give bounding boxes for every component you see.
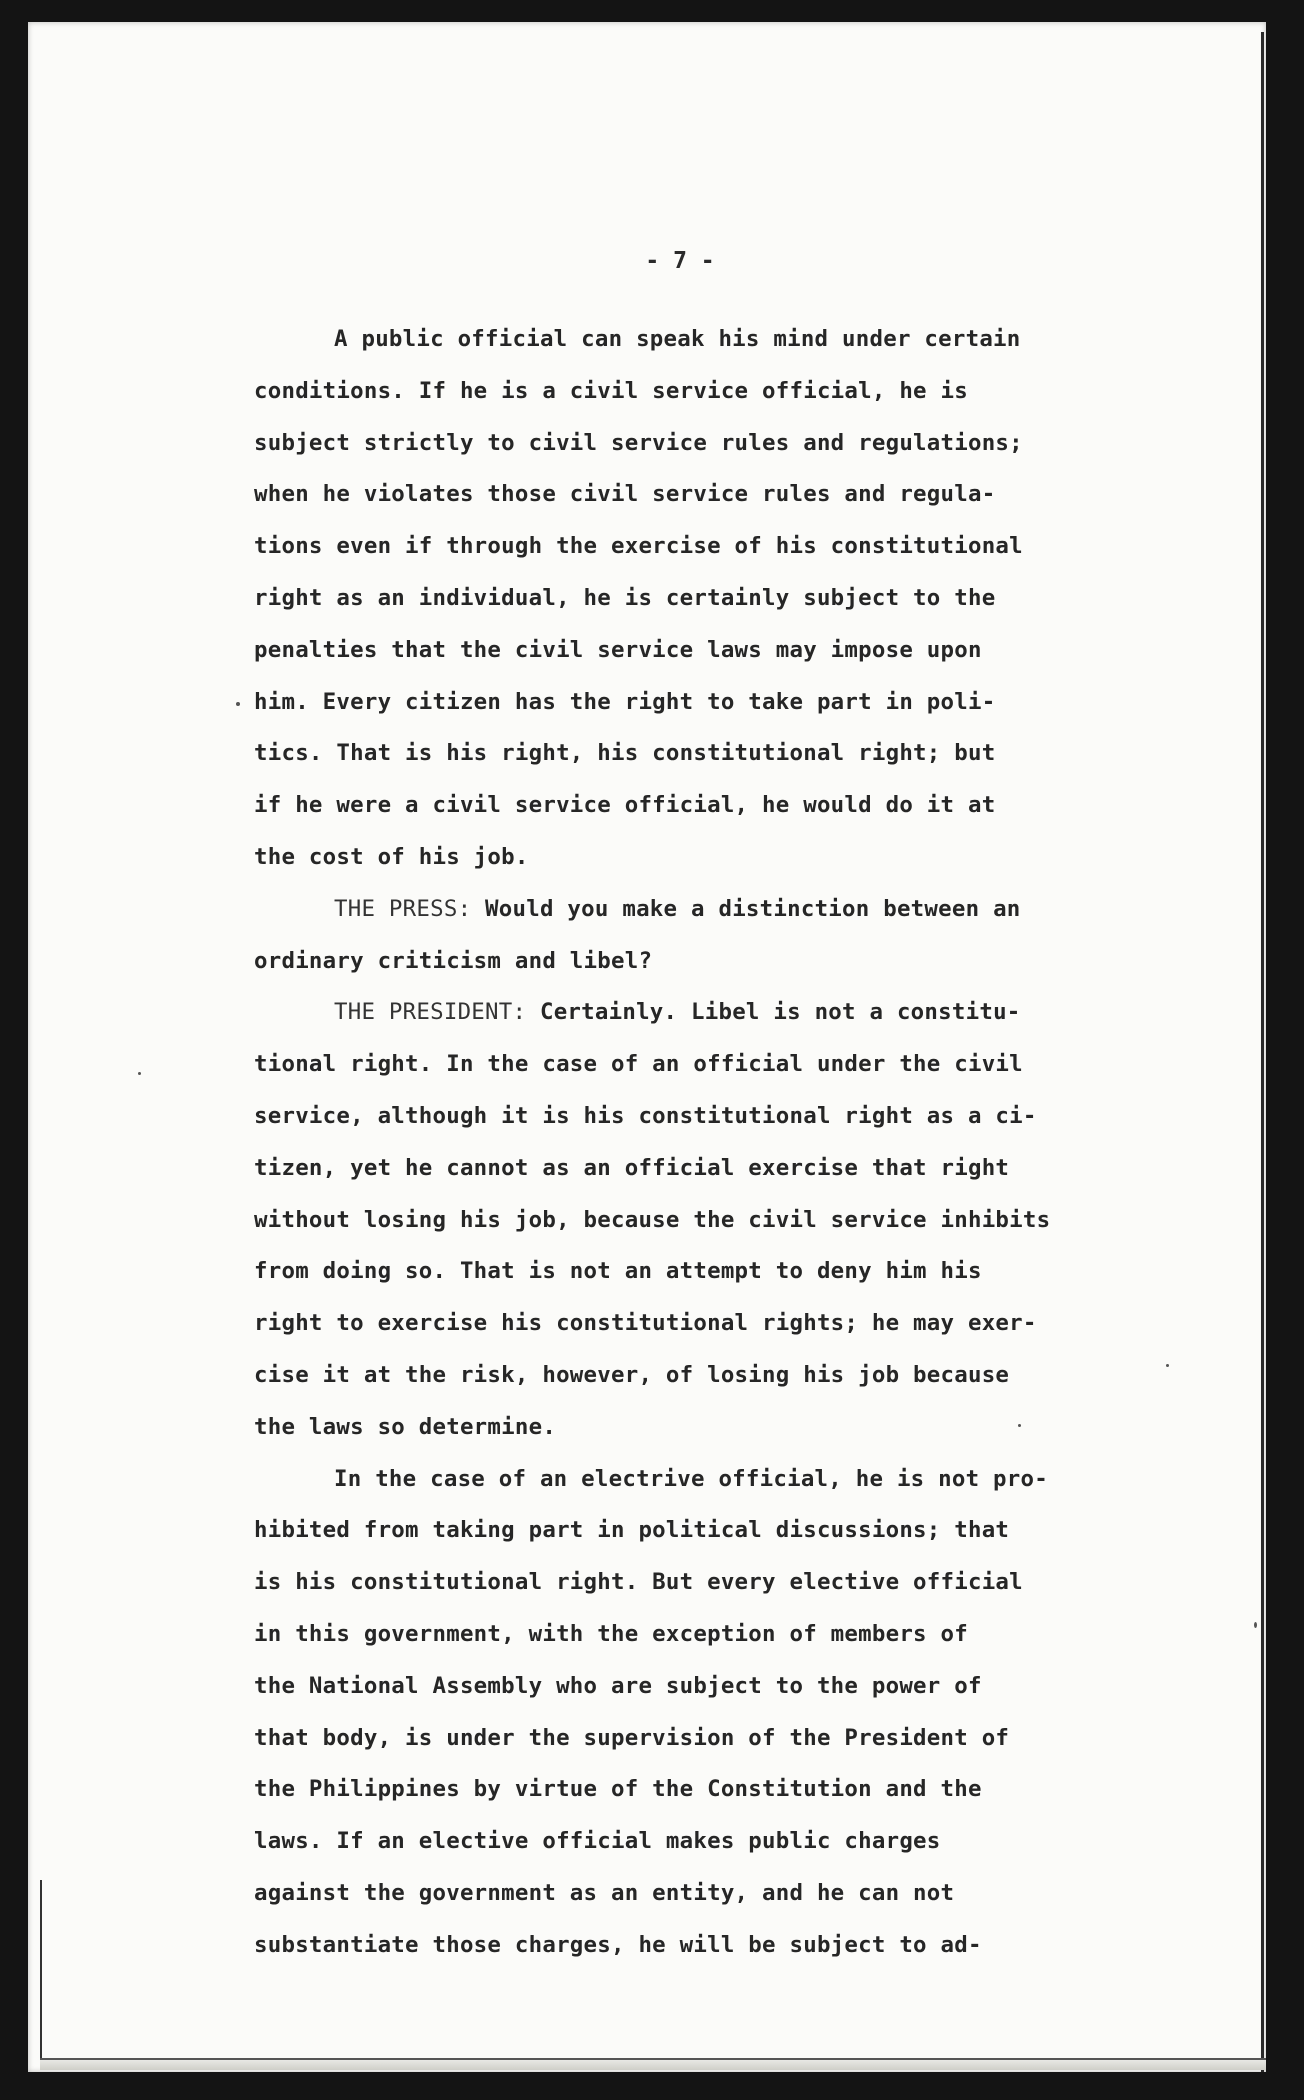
text-line: service, although it is his constitutional right as a ci- [254,1102,1037,1129]
scan-speck [236,702,240,706]
page-edge-bottom [40,2058,1266,2070]
text-line: the National Assembly who are subject to the power of [254,1672,982,1699]
scan-speck [1254,1622,1257,1628]
text-line: the cost of his job. [254,843,529,870]
text-line: right as an individual, he is certainly subject to the [254,584,996,611]
dialogue-text: Certainly. Libel is not a constitu- [539,999,1021,1026]
page-edge-left [40,1880,42,2058]
text-line: is his constitutional right. But every elective official [254,1569,1023,1596]
text-line: the Philippines by virtue of the Constitution and the [254,1776,982,1803]
text-line: tics. That is his right, his constitutional right; but [254,740,996,767]
text-line: without losing his job, because the civil service inhibits [254,1206,1051,1233]
text-line: the laws so determine. [254,1413,557,1440]
transcript-body [254,314,1174,1972]
text-line: subject strictly to civil service rules and regulations; [254,429,1023,456]
text-line: laws. If an elective official makes public charges [254,1828,941,1855]
text-line: from doing so. That is not an attempt to deny him his [254,1258,982,1285]
speaker-label: THE PRESS: [334,895,472,922]
text-line: conditions. If he is a civil service official, he is [254,377,968,404]
text-line: hibited from taking part in political discussions; that [254,1517,1010,1544]
scan-speck [138,1072,141,1075]
dialogue-line [254,987,1174,1039]
scan-speck [1018,1424,1021,1427]
speaker-label: THE PRESIDENT: [334,999,527,1026]
dialogue-line [254,884,1174,936]
dialogue-text: Would you make a distinction between an [485,895,1021,922]
text-line: if he were a civil service official, he would do it at [254,792,996,819]
text-line: against the government as an entity, and he can not [254,1879,955,1906]
text-line: In the case of an electrive official, he is not pro- [334,1465,1048,1492]
text-line: A public official can speak his mind under certain [334,326,1021,352]
text-line: cise it at the risk, however, of losing his job because [254,1361,1010,1388]
text-line: substantiate those charges, he will be subject to ad- [254,1931,982,1958]
page-edge-right [1261,32,1264,2072]
page-number: - 7 - [645,248,715,274]
text-line: that body, is under the supervision of the President of [254,1724,1010,1751]
scan-speck [1166,1364,1169,1367]
text-line: tional right. In the case of an official under the civil [254,1051,1023,1078]
text-line: when he violates those civil service rules and regula- [254,481,996,508]
text-line: ordinary criticism and libel? [254,947,653,974]
text-line: him. Every citizen has the right to take part in poli- [254,688,996,715]
text-line: in this government, with the exception of members of [254,1620,968,1647]
text-line: right to exercise his constitutional rights; he may exer- [254,1310,1037,1337]
text-line: tions even if through the exercise of his constitutional [254,533,1023,560]
text-line: penalties that the civil service laws may impose upon [254,636,982,663]
text-line: tizen, yet he cannot as an official exercise that right [254,1154,1010,1181]
